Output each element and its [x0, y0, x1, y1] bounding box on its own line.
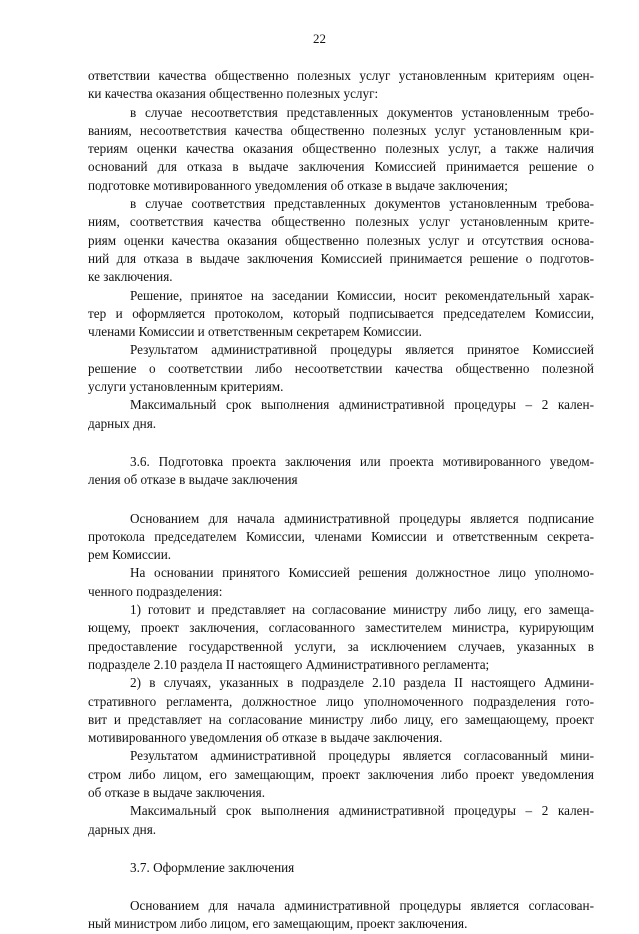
paragraph	[88, 510, 594, 565]
section-3-7-text	[88, 897, 594, 934]
text-line: протокола председателем Комиссии, членами Комиссии и ответственным секрета-	[88, 528, 594, 544]
text-line: Максимальный срок выполнения административной процедуры – 2 кален-	[130, 397, 594, 413]
text-line: дарных дня.	[88, 821, 157, 837]
text-line: тер и оформляется протоколом, который подписывается председателем Комиссии,	[88, 305, 594, 321]
text-line: подразделе 2.10 раздела II настоящего Административного регламента;	[88, 656, 490, 672]
text-line: мотивированного уведомления об отказе в выдаче заключения.	[88, 730, 443, 746]
text-line: 1) готовит и представляет на согласование министру либо лицу, его замеща-	[130, 602, 594, 618]
text-line: 3.6. Подготовка проекта заключения или проекта мотивированного уведом-	[130, 453, 594, 469]
text-line: членами Комиссии и ответственным секретарем Комиссии.	[88, 324, 422, 340]
paragraph	[88, 601, 594, 674]
paragraph	[88, 674, 594, 747]
text-line: стром либо лицом, его замещающим, проект заключения либо проект уведомления	[88, 766, 594, 782]
text-line: Основанием для начала административной процедуры является подписание	[130, 510, 594, 526]
text-line: об отказе в выдаче заключения.	[88, 784, 265, 800]
text-line: Результатом административной процедуры является согласованный мини-	[130, 748, 594, 764]
text-line: рем Комиссии.	[88, 547, 172, 563]
text-line: ющему, проект заключения, согласованного заместителем министра, курирующим	[88, 620, 594, 636]
text-line: 2) в случаях, указанных в подразделе 2.10 раздела II настоящего Админи-	[130, 675, 594, 691]
section-heading-3-6	[88, 453, 594, 490]
section-heading-3-7	[88, 859, 594, 877]
text-line: дарных дня.	[88, 415, 157, 431]
intro-text	[88, 67, 594, 433]
text-line: подготовке мотивированного уведомления об отказе в выдаче заключения;	[88, 177, 508, 193]
page-number: 22	[313, 31, 326, 46]
text-line: в случае несоответствия представленных документов установленным требо-	[130, 104, 594, 120]
text-line: услуги установленным критериям.	[88, 379, 284, 395]
text-line: Решение, принятое на заседании Комиссии, носит рекомендательный харак-	[130, 287, 594, 303]
paragraph	[88, 564, 594, 601]
paragraph	[88, 341, 594, 396]
paragraph	[88, 104, 594, 195]
paragraph	[88, 396, 594, 433]
document-body	[88, 67, 594, 934]
text-line: Основанием для начала административной процедуры является согласован-	[130, 898, 594, 914]
text-line: решение о соответствии либо несоответствии качества общественно полезной	[88, 360, 594, 376]
text-line: ниям, соответствия качества общественно полезных услуг установленным крите-	[88, 214, 594, 230]
text-line: ки качества оказания общественно полезных услуг:	[88, 86, 379, 102]
text-line: ний для отказа в выдаче заключения Комиссией принимается решение о подготов-	[88, 250, 594, 266]
text-line: Максимальный срок выполнения административной процедуры – 2 кален-	[130, 803, 594, 819]
paragraph	[88, 897, 594, 934]
text-line: ный министром либо лицом, его замещающим, проект заключения.	[88, 916, 468, 932]
text-line: Результатом административной процедуры является принятое Комиссией	[130, 342, 594, 358]
text-line: ке заключения.	[88, 269, 173, 285]
paragraph	[88, 195, 594, 286]
section-3-6-text	[88, 510, 594, 839]
text-line: ответствии качества общественно полезных услуг установленным критериям оцен-	[88, 68, 594, 83]
text-line: риям оценки качества оказания общественно полезных услуг и отсутствия основа-	[88, 232, 594, 248]
text-line: стративного регламента, должностное лицо уполномоченного подразделения гото-	[88, 693, 594, 709]
text-line: 3.7. Оформление заключения	[130, 859, 295, 875]
paragraph	[88, 747, 594, 802]
text-line: ления об отказе в выдаче заключения	[88, 472, 298, 488]
text-line: в случае соответствия представленных документов установленным требова-	[130, 196, 594, 212]
paragraph	[88, 287, 594, 342]
text-line: вит и представляет на согласование министру либо лицу, его замещающему, проект	[88, 711, 594, 727]
paragraph	[88, 802, 594, 839]
paragraph	[88, 67, 594, 104]
text-line: ваниям, несоответствия качества общественно полезных услуг установленным кри-	[88, 122, 594, 138]
text-line: оснований для отказа в выдаче заключения Комиссией принимается решение о	[88, 159, 594, 175]
text-line: ченного подразделения:	[88, 583, 223, 599]
text-line: териям оценки качества оказания общественно полезных услуг, а также наличия	[88, 141, 594, 157]
text-line: На основании принятого Комиссией решения должностное лицо уполномо-	[130, 565, 594, 581]
text-line: предоставление государственной услуги, за исключением случаев, указанных в	[88, 638, 594, 654]
